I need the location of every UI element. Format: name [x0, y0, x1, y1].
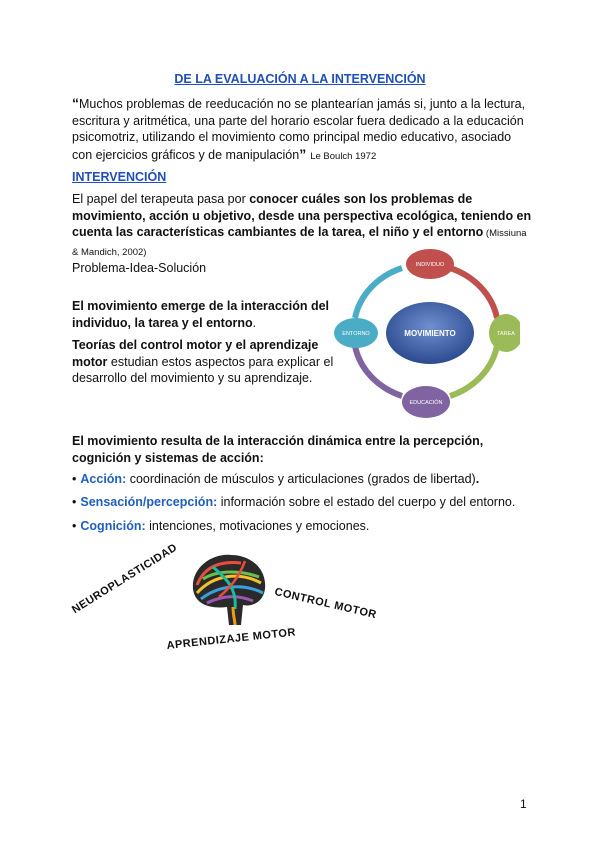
problem-idea-solution: Problema-Idea-Solución [72, 261, 207, 275]
center-node-label: MOVIMIENTO [404, 329, 456, 338]
page-number: 1 [520, 797, 527, 811]
quote-close-mark: ” [299, 145, 307, 162]
bullet-accion [72, 471, 542, 488]
movement-emerges-bold: El movimiento emerge de la interacción del individuo, la tarea y el entorno [72, 299, 330, 330]
movement-emerges [72, 298, 332, 331]
theories-paragraph [72, 337, 334, 387]
quote-open-mark: “ [72, 95, 79, 111]
bullet-key: Sensación/percepción: [80, 495, 218, 509]
bullet-dot: • [72, 519, 77, 533]
section-heading: INTERVENCIÓN [72, 170, 167, 184]
opening-quote [72, 95, 532, 165]
paragraph-citation: (Missiuna & Mandich, 2002) [72, 228, 527, 258]
bullet-dot: • [72, 472, 77, 486]
document-title: DE LA EVALUACIÓN A LA INTERVENCIÓN [174, 72, 426, 86]
right-node-label: TAREA [497, 331, 515, 337]
neuroplasticity-label: NEUROPLASTICIDAD [70, 541, 180, 617]
quote-citation: Le Boulch 1972 [310, 150, 377, 162]
bullet-end: . [475, 472, 480, 486]
theories-rest: estudian estos aspectos para explicar el desarrollo del movimiento y su aprendizaje. [72, 354, 334, 385]
movement-emerges-end: . [252, 315, 257, 330]
bullet-key: Acción: [80, 472, 127, 486]
bullet-cognicion [72, 518, 542, 535]
interaction-heading: El movimiento resulta de la interacción dinámica entre la percepción, cognición y sistemas de acción: [72, 434, 484, 465]
cycle-arc-top-left [355, 268, 402, 318]
paragraph-lead: El papel del terapeuta pasa por [72, 192, 250, 206]
brain-illustration [183, 549, 271, 631]
bullet-key: Cognición: [80, 519, 146, 533]
bottom-node-label: EDUCACIÓN [409, 400, 443, 406]
quote-text: Muchos problemas de reeducación no se plantearían jamás si, junto a la lectura, escritura y aritmética, una parte del horario escolar fuera dedicado a la educación psicomotriz, utilizando el movimiento como principal medio educativo, asociado con ejercicios gráficos y de manipulación [72, 97, 526, 162]
bullet-text: información sobre el estado del cuerpo y del entorno. [217, 495, 516, 509]
bullet-sensacion [72, 494, 542, 511]
cycle-arc-bottom-left [355, 346, 402, 396]
motor-learning-label: APRENDIZAJE MOTOR [166, 626, 297, 652]
control-motor-label: CONTROL MOTOR [273, 586, 378, 622]
bullet-text: intenciones, motivaciones y emociones. [145, 519, 370, 533]
movement-cycle-diagram [332, 246, 520, 420]
theories-bold: Teorías del control motor y el aprendizaje motor [72, 338, 319, 369]
bullet-dot: • [72, 495, 77, 509]
bullet-text: coordinación de músculos y articulaciones (grados de libertad) [126, 472, 476, 486]
left-node-label: ENTORNO [342, 331, 370, 337]
top-node-label: INDIVIDUO [415, 262, 445, 268]
paragraph-bold: conocer cuáles son los problemas de movimiento, acción u objetivo, desde una perspectiva ecológica, teniendo en cuenta las características cambiantes de la tarea, el niño y el entorno [72, 192, 532, 239]
